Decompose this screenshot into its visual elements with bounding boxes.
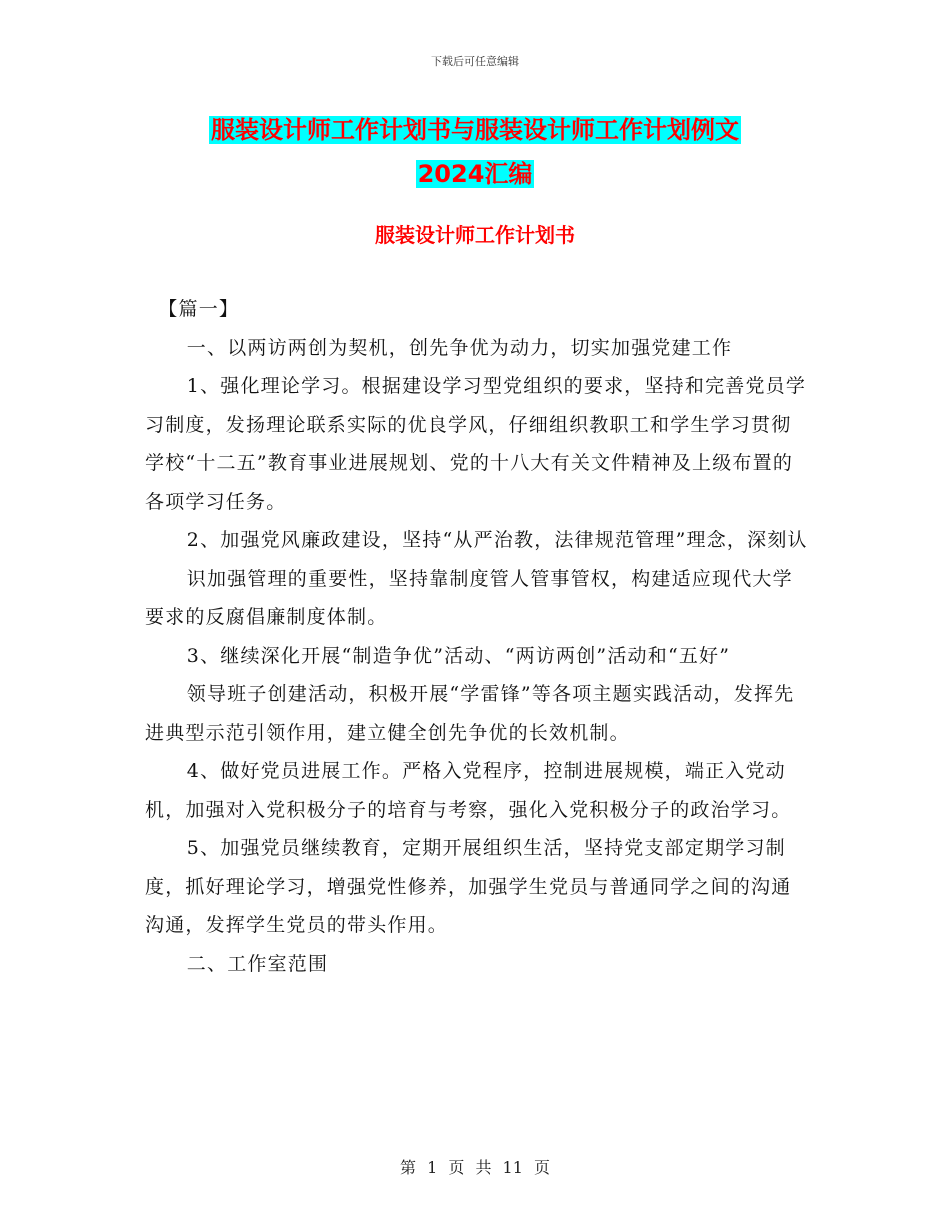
document-title-line-2 [0, 154, 950, 194]
paragraph: 领导班子创建活动，积极开展“学雷锋”等各项主题实践活动，发挥先进典型示范引领作用，建立健全创先争优的长效机制。 [145, 683, 795, 744]
page-footer: 第 1 页 共 11 页 [400, 1158, 550, 1177]
paragraph: 5、加强党员继续教育，定期开展组织生活，坚持党支部定期学习制度，抓好理论学习，增强党性修养，加强学生党员与普通同学之间的沟通沟通，发挥学生党员的带头作用。 [145, 837, 792, 936]
document-body [145, 290, 810, 983]
paragraph: 2、加强党风廉政建设，坚持“从严治教，法律规范管理”理念，深刻认 [186, 529, 808, 551]
header-note: 下载后可任意编辑 [431, 55, 519, 68]
part-heading: 【篇一】 [158, 298, 240, 320]
paragraph: 4、做好党员进展工作。严格入党程序，控制进展规模，端正入党动机，加强对入党积极分子的培育与考察，强化入党积极分子的政治学习。 [145, 760, 792, 821]
document-title-line-1 [0, 110, 950, 150]
paragraph: 1、强化理论学习。根据建设学习型党组织的要求，坚持和完善党员学习制度，发扬理论联系实际的优良学风，仔细组织教职工和学生学习贯彻学校“十二五”教育事业进展规划、党的十八大有关文件精神及上级布置的各项学习任务。 [145, 375, 807, 513]
document-title-line-1-text: 服装设计师工作计划书与服装设计师工作计划例文 [211, 116, 739, 144]
paragraph: 识加强管理的重要性，坚持靠制度管人管事管权，构建适应现代大学要求的反腐倡廉制度体制。 [145, 567, 793, 628]
paragraph-heading-1: 一、以两访两创为契机，创先争优为动力，切实加强党建工作 [186, 336, 733, 359]
section-title: 服装设计师工作计划书 [375, 223, 575, 247]
paragraph: 3、继续深化开展“制造争优”活动、“两访两创”活动和“五好” [186, 644, 731, 667]
paragraph-heading-2: 二、工作室范围 [186, 952, 329, 975]
document-title-line-2-text: 2024汇编 [417, 160, 533, 188]
